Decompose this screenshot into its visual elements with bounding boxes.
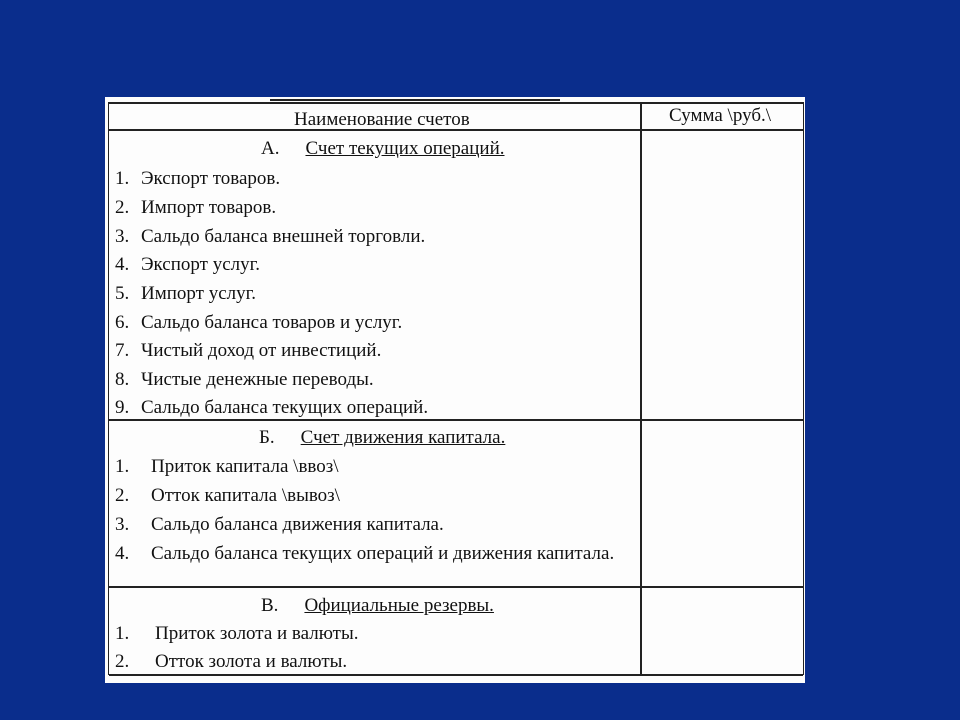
item-text: Приток капитала \ввоз\ — [151, 456, 339, 477]
item-number: 6. — [115, 312, 130, 333]
item-text: Импорт услуг. — [141, 283, 257, 304]
item-number: 2. — [115, 197, 130, 218]
item-text: Импорт товаров. — [141, 197, 277, 218]
table-border-top — [109, 102, 803, 104]
item-number: 8. — [115, 369, 130, 390]
item-text: Приток золота и валюты. — [155, 623, 359, 644]
item-number: 2. — [115, 651, 130, 672]
item-number: 2. — [115, 485, 130, 506]
item-text: Сальдо баланса движения капитала. — [151, 514, 444, 535]
list-item — [115, 543, 614, 565]
item-text: Отток золота и валюты. — [155, 651, 348, 672]
section-title-c — [261, 595, 494, 617]
item-number: 1. — [115, 456, 130, 477]
section-letter: В. — [261, 595, 279, 616]
section-divider-b — [109, 586, 803, 588]
item-number: 4. — [115, 254, 130, 275]
section-name: Счет текущих операций. — [305, 138, 505, 159]
list-item — [115, 254, 260, 276]
list-item — [115, 485, 340, 507]
list-item — [115, 168, 280, 190]
item-text: Чистый доход от инвестиций. — [141, 340, 382, 361]
item-number: 3. — [115, 514, 130, 535]
list-item — [115, 197, 276, 219]
item-text: Отток капитала \вывоз\ — [151, 485, 340, 506]
section-letter: Б. — [259, 427, 275, 448]
item-text: Сальдо баланса внешней торговли. — [141, 226, 426, 247]
list-item — [115, 340, 381, 362]
item-number: 4. — [115, 543, 130, 564]
column-divider — [640, 102, 642, 675]
list-item — [115, 623, 359, 645]
list-item — [115, 651, 347, 673]
header-name-column: Наименование счетов — [294, 109, 470, 130]
list-item — [115, 369, 374, 391]
section-letter: А. — [261, 138, 280, 159]
header-sum-column: Сумма \руб.\ — [669, 105, 772, 126]
item-text: Экспорт товаров. — [141, 168, 281, 189]
list-item — [115, 312, 402, 334]
section-title-a — [261, 138, 504, 160]
item-number: 3. — [115, 226, 130, 247]
top-rule — [270, 99, 560, 101]
section-divider-a — [109, 419, 803, 421]
section-title-b — [259, 427, 505, 449]
list-item — [115, 456, 339, 478]
list-item — [115, 397, 428, 419]
list-item — [115, 514, 444, 536]
list-item — [115, 283, 256, 305]
table-border-bottom — [109, 674, 803, 676]
list-item — [115, 226, 425, 248]
item-number: 1. — [115, 623, 130, 644]
item-number: 7. — [115, 340, 130, 361]
item-text: Экспорт услуг. — [141, 254, 261, 275]
item-number: 1. — [115, 168, 130, 189]
item-text: Сальдо баланса товаров и услуг. — [141, 312, 403, 333]
item-text: Сальдо баланса текущих операций. — [141, 397, 429, 418]
item-text: Чистые денежные переводы. — [141, 369, 374, 390]
item-text: Сальдо баланса текущих операций и движения капитала. — [151, 543, 615, 564]
item-number: 9. — [115, 397, 130, 418]
section-name: Официальные резервы. — [304, 595, 494, 616]
accounts-table — [108, 102, 804, 675]
item-number: 5. — [115, 283, 130, 304]
section-name: Счет движения капитала. — [300, 427, 506, 448]
document-sheet — [105, 97, 805, 683]
